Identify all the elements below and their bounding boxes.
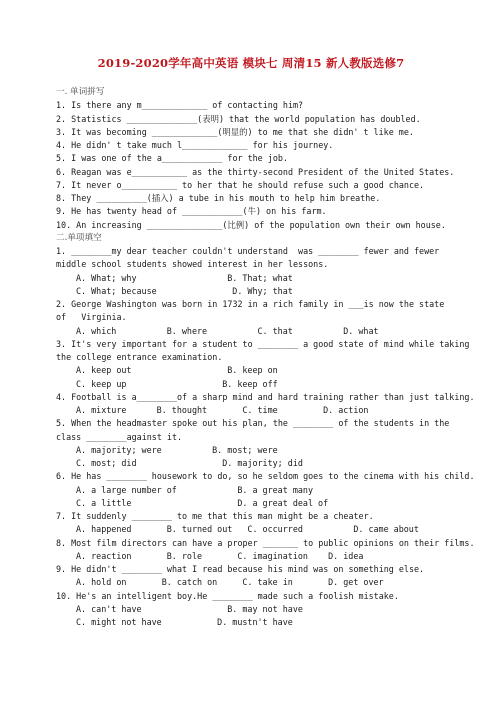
answer-options: A. can't have B. may not have	[76, 603, 303, 614]
question-stem: 7. It suddenly ________ to me that this man might be a cheater.	[56, 511, 374, 521]
answer-options: C. What; because D. Why; that	[76, 285, 293, 296]
question-stem: 6. He has ________ housework to do, so he seldom goes to the cinema with his child.	[56, 471, 475, 482]
answer-options: C. keep up B. keep off	[76, 378, 278, 389]
answer-options: A. majority; were B. most; were	[76, 444, 278, 455]
question-stem: 3. It's very important for a student to ________ a good state of mind while taking	[56, 338, 470, 349]
answer-options: A. which B. where C. that D. what	[76, 325, 379, 336]
choice-question	[56, 563, 456, 590]
answer-options: C. might not have D. mustn't have	[76, 617, 293, 627]
answer-options: A. hold on B. catch on C. take in D. get over	[76, 577, 384, 588]
answer-options: A. a large number of B. a great many	[76, 484, 313, 495]
spelling-item: 9. He has twenty head of ____________(牛) on his farm.	[56, 206, 327, 217]
question-stem: class ________against it.	[56, 431, 183, 442]
question-stem: 10. He's an intelligent boy.He ________ made such a foolish mistake.	[56, 590, 399, 601]
spelling-item: 10. An increasing _______________(比例) of the population own their own house.	[56, 219, 446, 230]
document-title: 2019-2020学年高中英语 模块七 周清15 新人教版选修7	[97, 56, 405, 70]
answer-options: A. keep out B. keep on	[76, 365, 278, 376]
section-heading-spelling: 一. 单词拼写	[56, 87, 105, 97]
choice-question	[56, 245, 456, 298]
question-stem: 9. He didn't ________ what I read because his mind was on something else.	[56, 564, 425, 574]
choice-question	[56, 417, 456, 470]
spelling-item: 5. I was one of the a____________ for the job.	[56, 153, 288, 164]
spelling-item: 8. They __________(插入) a tube in his mouth to help him breathe.	[56, 193, 381, 203]
spelling-item: 4. He didn' t take much l_____________ for his journey.	[56, 140, 334, 150]
question-stem: of Virginia.	[56, 312, 127, 323]
choice-question	[56, 510, 456, 537]
spelling-item: 6. Reagan was e___________ as the thirty-second President of the United States.	[56, 166, 455, 177]
choice-list	[56, 245, 475, 629]
question-stem: 8. Most film directors can have a proper _______ to public opinions on their films.	[56, 537, 475, 548]
choice-question	[56, 590, 456, 630]
choice-question	[56, 470, 475, 510]
question-stem: middle school students showed interest in her lessons.	[56, 259, 329, 270]
document-body	[56, 86, 475, 629]
question-stem: 5. When the headmaster spoke out his plan, the ________ of the students in the	[56, 418, 450, 429]
choice-question	[56, 338, 470, 391]
question-stem: 1. ________my dear teacher couldn't understand was ________ fewer and fewer	[56, 246, 440, 256]
spelling-list	[56, 99, 456, 232]
choice-question	[56, 298, 456, 338]
answer-options: C. a little D. a great deal of	[76, 497, 329, 508]
section-heading-choice: 二.单项填空	[56, 232, 102, 243]
spelling-item: 7. It never o___________ to her that he should refuse such a good chance.	[56, 179, 425, 190]
question-stem: 4. Football is a________of a sharp mind and hard training rather than just talking.	[56, 391, 475, 402]
answer-options: A. happened B. turned out C. occurred D. came about	[76, 524, 419, 535]
answer-options: A. mixture B. thought C. time D. action	[76, 405, 369, 415]
choice-question	[56, 537, 475, 564]
spelling-item: 2. Statistics ______________(表明) that the world population has doubled.	[56, 113, 421, 124]
spelling-item: 3. It was becoming _____________(明显的) to me that she didn' t like me.	[56, 126, 414, 137]
spelling-item: 1. Is there any m_____________ of contacting him?	[56, 100, 304, 111]
answer-options: C. most; did D. majority; did	[76, 458, 303, 468]
question-stem: 2. George Washington was born in 1732 in a rich family in ___is now the state	[56, 299, 445, 309]
choice-question	[56, 391, 475, 418]
question-stem: the college entrance examination.	[56, 352, 223, 362]
answer-options: A. reaction B. role C. imagination D. idea	[76, 550, 364, 561]
answer-options: A. What; why B. That; what	[76, 272, 293, 283]
